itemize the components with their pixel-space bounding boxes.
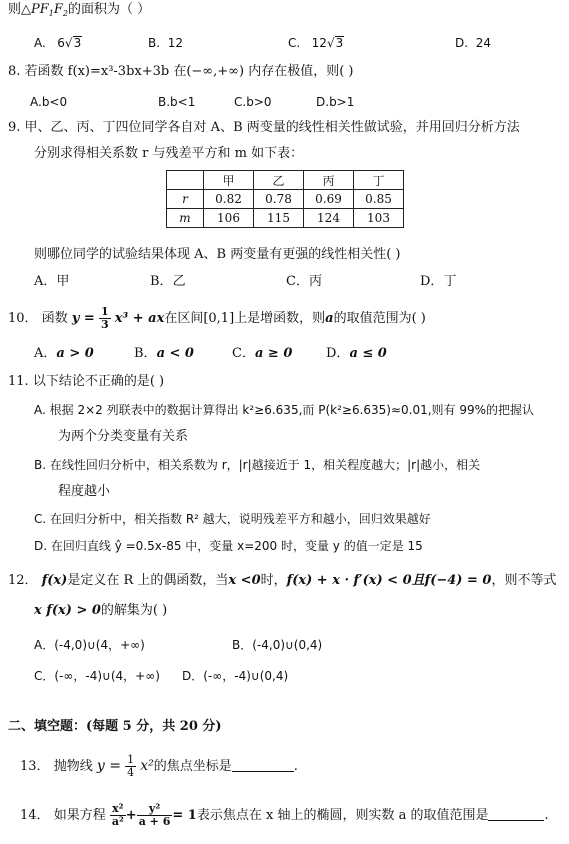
- option-label: B.: [148, 36, 161, 50]
- question-stem: 表示焦点在 x 轴上的椭圆，则实数 a 的取值范围是: [196, 808, 489, 823]
- option-text: 在回归分析中，相关指数 R² 越大，说明残差平方和越小，回归效果越好: [50, 512, 431, 526]
- fraction-numerator: y²: [137, 803, 173, 816]
- option-text: b<1: [170, 95, 196, 109]
- q11-option-d[interactable]: [34, 537, 423, 555]
- option-text: 在回归直线 ŷ =0.5x-85 中，变量 x=200 时，变量 y 的值一定是 15: [50, 539, 423, 553]
- question-stem: 的焦点坐标是: [153, 759, 232, 774]
- option-text: b>1: [329, 95, 355, 109]
- q9-option-a[interactable]: [34, 273, 69, 291]
- question-stem: 的取值范围为( ): [333, 311, 426, 326]
- q7-option-c[interactable]: [288, 34, 344, 52]
- fraction-denominator: 4: [127, 766, 135, 779]
- option-text: a ≥ 0: [254, 346, 293, 361]
- table-header-cell: 甲: [204, 171, 254, 190]
- q7-option-a[interactable]: [34, 34, 82, 52]
- question-stem: 如果方程: [53, 808, 106, 823]
- option-label: A．: [34, 274, 57, 289]
- option-label: C．: [34, 669, 55, 683]
- question-stem: 的解集为( ): [100, 603, 168, 618]
- fraction-numerator: 1: [127, 753, 135, 766]
- option-label: B．: [232, 638, 253, 652]
- question-stem: 在区间[0,1]上是增函数，则: [164, 311, 326, 326]
- table-header-cell: 乙: [254, 171, 304, 190]
- option-label: C.: [234, 95, 247, 109]
- q9-option-c[interactable]: [286, 273, 322, 291]
- question-number: 14．: [20, 808, 50, 823]
- option-text: 甲: [56, 274, 70, 289]
- q12-option-d[interactable]: [182, 667, 288, 685]
- table-header-row: [167, 171, 404, 190]
- option-label: B.: [158, 95, 171, 109]
- sqrt-icon: √: [326, 36, 335, 50]
- fraction-numerator: x²: [110, 803, 126, 816]
- table-cell: [167, 171, 204, 190]
- option-text: b>0: [246, 95, 272, 109]
- option-text: 乙: [172, 274, 186, 289]
- q14-stem: [20, 801, 549, 831]
- option-label: B.: [34, 458, 47, 472]
- option-label: A.: [34, 403, 46, 417]
- option-radicand: 3: [73, 36, 82, 50]
- fraction: [99, 306, 111, 331]
- function-lhs: y =: [96, 758, 121, 774]
- table-row: [167, 209, 404, 228]
- option-text: 在线性回归分析中，相关系数为 r，|r|越接近于 1，相关程度越大；|r|越小，相关: [49, 458, 481, 472]
- section-title-text: 二、填空题：(每题 5 分，共 20 分): [8, 719, 222, 734]
- option-label: D.: [455, 36, 469, 50]
- math-expr: f(x) + x · f′(x) < 0且f(−4) = 0: [286, 573, 492, 588]
- variable: a: [325, 311, 334, 326]
- table-row-label: m: [167, 209, 204, 228]
- q9-stem-line3: [34, 246, 400, 264]
- option-text: (-4,0)∪(4，+∞): [54, 638, 145, 652]
- q9-stem-line1: [8, 119, 520, 137]
- q11-option-a-cont: [58, 428, 188, 446]
- option-text: b<0: [41, 95, 68, 109]
- table-cell: 0.85: [354, 190, 404, 209]
- q10-option-d[interactable]: [326, 345, 387, 363]
- q12-option-a[interactable]: [34, 636, 145, 654]
- q9-option-d[interactable]: [420, 273, 456, 291]
- fraction-denominator: a²: [111, 815, 124, 828]
- q10-option-a[interactable]: [34, 345, 94, 363]
- option-radicand: 3: [335, 36, 344, 50]
- question-stem: 若函数 f(x)=x³-3bx+3b 在(−∞,+∞) 内存在极值，则( ): [24, 64, 354, 79]
- punctuation: .: [293, 759, 298, 774]
- function-rhs: x³ + ax: [114, 311, 165, 326]
- q7-triangle: $PF_1F_2$: [31, 2, 68, 18]
- q8-stem: [8, 63, 353, 81]
- function-rhs: x²: [140, 758, 154, 774]
- q10-option-c[interactable]: [232, 345, 292, 363]
- option-label: D．: [326, 346, 350, 361]
- table-cell: 0.78: [254, 190, 304, 209]
- equation-rhs: = 1: [172, 808, 197, 823]
- option-label: B．: [134, 346, 157, 361]
- fraction-denominator: 3: [100, 318, 109, 331]
- fraction-numerator: 1: [100, 305, 109, 318]
- math-expr: f(x): [41, 573, 68, 588]
- fraction-denominator: a + 6: [138, 815, 171, 828]
- question-stem: 函数: [41, 311, 68, 326]
- q12-option-c[interactable]: [34, 667, 160, 685]
- question-number: 10．: [8, 311, 38, 326]
- option-text: 程度越小: [58, 484, 111, 499]
- option-label: C．: [232, 346, 255, 361]
- q12-option-b[interactable]: [232, 636, 322, 654]
- q7-option-d[interactable]: [455, 34, 491, 52]
- question-number: 9.: [8, 120, 21, 135]
- question-number: 12．: [8, 573, 38, 588]
- question-stem: 分别求得相关系数 r 与残差平方和 m 如下表：: [34, 146, 304, 161]
- option-text: 12: [167, 36, 183, 50]
- q8-option-b[interactable]: [158, 93, 195, 111]
- table-cell: 103: [354, 209, 404, 228]
- q10-stem: [8, 306, 426, 332]
- option-text: (-4,0)∪(0,4): [252, 638, 323, 652]
- option-label: B．: [150, 274, 173, 289]
- function-lhs: y =: [71, 311, 95, 326]
- section-title: [8, 718, 222, 736]
- option-text: 为两个分类变量有关系: [58, 429, 189, 444]
- option-text: (-∞，-4)∪(4，+∞): [54, 669, 160, 683]
- option-label: C.: [288, 36, 301, 50]
- q9-stem-line2: [34, 145, 303, 163]
- option-text: 24: [475, 36, 491, 50]
- answer-blank[interactable]: [232, 759, 294, 772]
- math-expr: x f(x) > 0: [34, 603, 101, 618]
- option-label: D.: [34, 539, 48, 553]
- fraction: [125, 754, 136, 779]
- q8-option-a[interactable]: [30, 93, 67, 111]
- option-text: 丁: [443, 274, 457, 289]
- option-label: A．: [34, 346, 57, 361]
- question-number: 11.: [8, 374, 29, 389]
- table-cell: 115: [254, 209, 304, 228]
- q9-option-b[interactable]: [150, 273, 186, 291]
- q7-stem: [8, 1, 150, 23]
- q10-option-b[interactable]: [134, 345, 194, 363]
- q11-option-b-cont: [58, 483, 110, 501]
- option-label: D.: [316, 95, 330, 109]
- table-cell: 124: [304, 209, 354, 228]
- option-text: a ≤ 0: [349, 346, 387, 361]
- question-stem: 以下结论不正确的是( ): [32, 374, 165, 389]
- table-header-cell: 丁: [354, 171, 404, 190]
- q8-option-c[interactable]: [234, 93, 272, 111]
- q11-option-a[interactable]: [34, 401, 534, 419]
- option-text: (-∞，-4)∪(0,4): [203, 669, 289, 683]
- q12-stem-line2: [34, 602, 167, 620]
- math-expr: x <0: [228, 573, 261, 588]
- fraction: [110, 803, 126, 828]
- table-cell: 0.82: [204, 190, 254, 209]
- option-text: 根据 2×2 列联表中的数据计算得出 k²≥6.635,而 P(k²≥6.635)≈0.01,则有 99%的把握认: [49, 403, 535, 417]
- option-label: C.: [34, 512, 47, 526]
- option-label: D．: [420, 274, 444, 289]
- q13-stem: [20, 752, 298, 781]
- operator: +: [125, 808, 137, 823]
- q8-option-d[interactable]: [316, 93, 354, 111]
- question-stem: 则哪位同学的试验结果体现 A、B 两变量有更强的线性相关性( ): [34, 247, 401, 262]
- table-cell: 0.69: [304, 190, 354, 209]
- option-text: 丙: [308, 274, 322, 289]
- table-row-label: r: [167, 190, 204, 209]
- q7-stem-prefix: 则△: [8, 2, 31, 17]
- table-cell: 106: [204, 209, 254, 228]
- question-stem: ，则不等式: [491, 573, 557, 588]
- q9-results-table: [166, 170, 404, 228]
- option-label: A.: [30, 95, 42, 109]
- option-label: A．: [34, 638, 55, 652]
- question-stem: 是定义在 R 上的偶函数，当: [67, 573, 229, 588]
- table-header-cell: 丙: [304, 171, 354, 190]
- option-label: A.: [34, 36, 46, 50]
- option-label: C．: [286, 274, 309, 289]
- question-stem: 时，: [260, 573, 287, 588]
- option-coef: 6: [57, 36, 65, 50]
- q11-option-c[interactable]: [34, 510, 431, 528]
- question-stem: 抛物线: [53, 759, 93, 774]
- punctuation: .: [544, 808, 549, 823]
- question-stem: 甲、乙、丙、丁四位同学各自对 A、B 两变量的线性相关性做试验，并用回归分析方法: [24, 120, 520, 135]
- option-text: a < 0: [156, 346, 194, 361]
- option-text: a > 0: [56, 346, 94, 361]
- q7-stem-suffix: 的面积为（ ）: [68, 2, 151, 17]
- q11-stem: [8, 373, 164, 391]
- question-number: 8.: [8, 64, 21, 79]
- option-coef: 12: [311, 36, 327, 50]
- answer-blank[interactable]: [488, 808, 544, 821]
- sqrt-icon: √: [64, 36, 73, 50]
- option-label: D．: [182, 669, 204, 683]
- question-number: 13．: [20, 759, 50, 774]
- table-row: [167, 190, 404, 209]
- q12-stem-line1: [8, 572, 556, 590]
- q11-option-b[interactable]: [34, 456, 480, 474]
- q7-option-b[interactable]: [148, 34, 183, 52]
- fraction: [137, 803, 173, 828]
